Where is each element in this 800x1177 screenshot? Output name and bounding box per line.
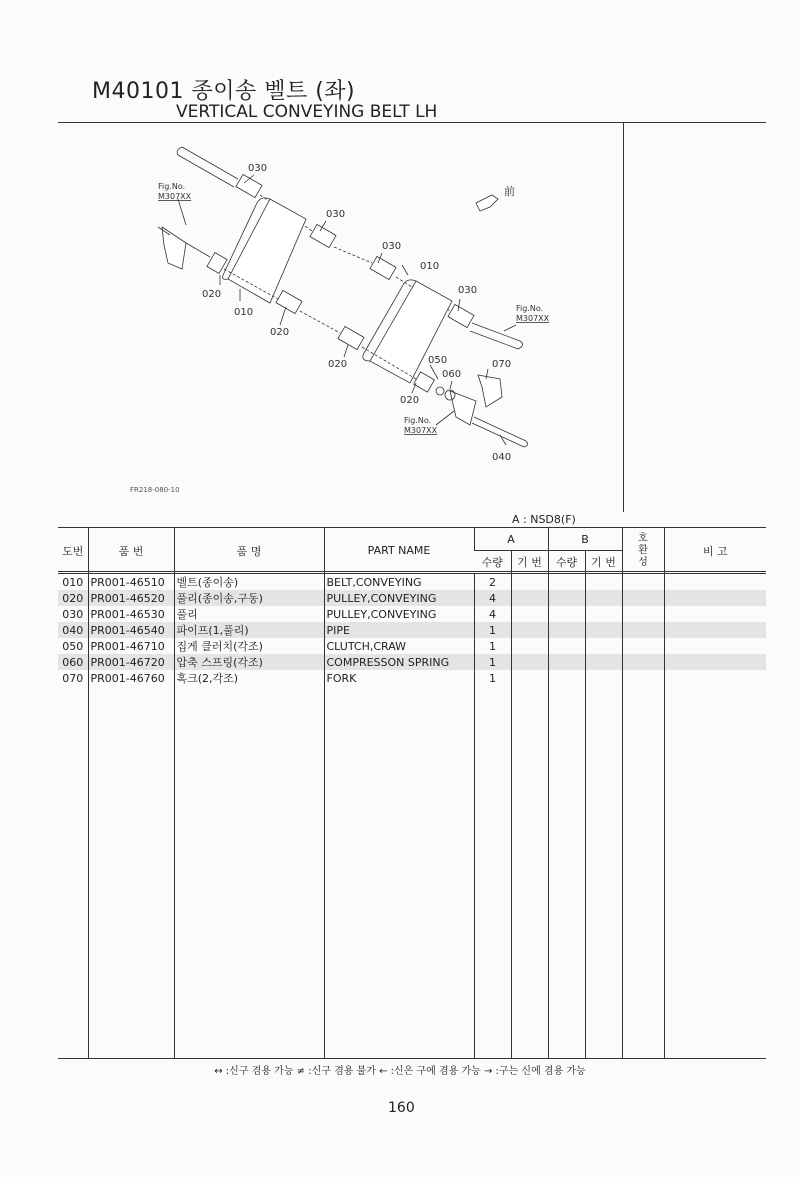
cell-name-kr: 벨트(종이송) (174, 574, 324, 591)
table-row (58, 606, 766, 622)
cell-name-en: BELT,CONVEYING (324, 574, 474, 591)
cell-name-kr: 집게 클러치(각조) (174, 638, 324, 654)
fork-part (478, 375, 502, 407)
cell-part-no: PR001-46540 (88, 622, 174, 638)
cell-name-en: CLUTCH,CRAW (324, 638, 474, 654)
cell-name-kr: 파이프(1,풀리) (174, 622, 324, 638)
callout-label: 030 (458, 285, 478, 296)
pipe-lower (472, 417, 528, 447)
cell-part-no: PR001-46760 (88, 670, 174, 686)
cell-qty-a: 4 (474, 606, 511, 622)
callout-label: 070 (492, 359, 512, 370)
model-note: A : NSD8(F) (512, 513, 576, 526)
header-rule (58, 122, 766, 123)
header-qty-b: 수량 (548, 551, 585, 574)
table-row (58, 670, 766, 686)
cell-qty-a: 1 (474, 670, 511, 686)
pulley-upper-2 (310, 224, 336, 247)
front-arrow-icon (476, 195, 498, 211)
cell-name-kr: 압축 스프링(각조) (174, 654, 324, 670)
header-part-name-en: PART NAME (324, 528, 474, 574)
pulley-lower-1 (207, 253, 227, 274)
cell-ref: 060 (58, 654, 88, 670)
page-subtitle: VERTICAL CONVEYING BELT LH (176, 102, 438, 122)
table-row (58, 590, 766, 606)
callout-label: 040 (492, 452, 512, 463)
header-ref-no: 도번 (58, 528, 88, 574)
header-code-b: 기 번 (585, 551, 622, 574)
fig-ref-line1: Fig.No. (158, 182, 186, 191)
belt-right (370, 281, 452, 383)
table-row (58, 574, 766, 591)
pulley-lower-4 (414, 372, 435, 392)
header-remarks: 비 고 (664, 528, 766, 574)
cell-qty-a: 4 (474, 590, 511, 606)
cell-ref: 020 (58, 590, 88, 606)
table-header-rule (58, 571, 766, 572)
fig-ref-line2: M307XX (158, 192, 192, 201)
callout-label: 020 (400, 395, 420, 406)
shaft-upper-right (470, 323, 523, 349)
cell-name-kr: 풀리(종이송,구동) (174, 590, 324, 606)
cell-ref: 040 (58, 622, 88, 638)
cell-ref: 070 (62, 671, 84, 685)
figure-code: FR218-080-10 (130, 486, 180, 494)
exploded-parts-diagram (120, 135, 600, 475)
diagram-divider (623, 122, 624, 512)
cell-qty-a: 1 (474, 638, 511, 654)
bracket-right (450, 391, 476, 425)
header-qty-a: 수량 (474, 551, 511, 574)
cell-name-en: PULLEY,CONVEYING (324, 606, 474, 622)
header-interchange: 호 환 성 (622, 528, 664, 574)
header-group-b: B (548, 528, 622, 551)
header-part-no: 품 번 (88, 528, 174, 574)
cell-ref: 050 (62, 639, 84, 653)
cell-qty-a: 2 (474, 574, 511, 591)
pulley-upper-4 (448, 304, 474, 327)
callout-label: 020 (270, 327, 290, 338)
table-row (58, 622, 766, 638)
table-top-rule (58, 527, 766, 528)
cell-ref: 030 (62, 607, 84, 621)
cell-part-no: PR001-46720 (88, 654, 174, 670)
table-row (58, 654, 766, 670)
pulley-lower-3 (338, 326, 364, 349)
header-code-a: 기 번 (511, 551, 548, 574)
table-empty-area (58, 686, 766, 1058)
pulley-upper-3 (370, 256, 396, 279)
cell-part-no: PR001-46520 (88, 590, 174, 606)
callout-label: 030 (248, 163, 268, 174)
cell-qty-a: 1 (474, 654, 511, 670)
callout-label: 010 (420, 261, 440, 272)
cell-ref: 010 (62, 575, 84, 589)
header-group-a: A (474, 528, 548, 551)
cell-part-no: PR001-46510 (88, 574, 174, 591)
pulley-lower-2 (276, 290, 302, 313)
fig-ref-line2: M307XX (404, 426, 438, 435)
bracket-left (162, 227, 186, 269)
cell-part-no: PR001-46530 (88, 606, 174, 622)
cell-name-en: PIPE (324, 622, 474, 638)
cell-name-kr: 혹크(2,각조) (174, 670, 324, 686)
parts-table (58, 527, 766, 1059)
belt-left (228, 199, 306, 303)
cell-name-en: FORK (324, 670, 474, 686)
front-mark: 前 (504, 185, 515, 198)
callout-label: 030 (326, 209, 346, 220)
callout-label: 020 (328, 359, 348, 370)
fig-ref-line2: M307XX (516, 314, 550, 323)
callout-label: 060 (442, 369, 462, 380)
fig-ref-line1: Fig.No. (404, 416, 432, 425)
shaft-cap (177, 147, 182, 155)
interchange-legend: ↔ :신구 겸용 가능 ≠ :신구 겸용 불가 ← :신은 구에 겸용 가능 → :구는 신에 겸용 가능 (214, 1066, 586, 1077)
callout-label: 020 (202, 289, 222, 300)
cell-part-no: PR001-46710 (88, 638, 174, 654)
cell-name-en: PULLEY,CONVEYING (324, 590, 474, 606)
table-row (58, 638, 766, 654)
fig-ref-line1: Fig.No. (516, 304, 544, 313)
shaft-upper-left (178, 147, 238, 187)
callout-label: 050 (428, 355, 448, 366)
page-number: 160 (388, 1100, 415, 1116)
callout-label: 010 (234, 307, 254, 318)
pulley-upper-1 (236, 174, 262, 197)
page-title: M40101 종이송 벨트 (좌) (92, 79, 356, 104)
cell-name-en: COMPRESSON SPRING (324, 654, 474, 670)
cell-name-kr: 풀리 (174, 606, 324, 622)
header-part-name-kr: 품 명 (174, 528, 324, 574)
callout-label: 030 (382, 241, 402, 252)
cell-qty-a: 1 (474, 622, 511, 638)
